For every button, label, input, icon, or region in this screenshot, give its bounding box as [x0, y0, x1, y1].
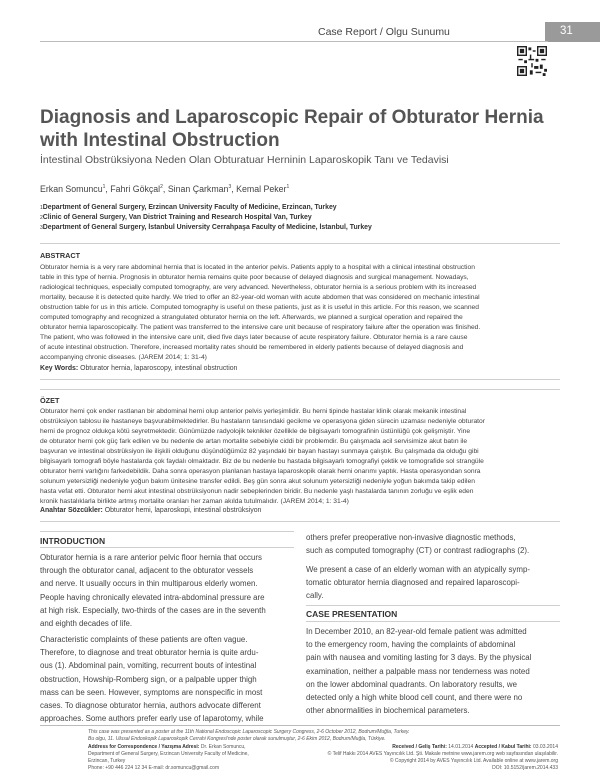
- publication-text: © Telif Hakkı 2014 AVES Yayıncılık Ltd. Şti. Makale metnine www.jarem.org web sayfasından ulaşılabilir.: [327, 751, 558, 757]
- body-line: ous (1). Abdominal pain, vomiting, recurrent bouts of intestinal: [40, 661, 257, 671]
- author-name: Kemal Peker: [236, 184, 287, 194]
- body-line: In December 2010, an 82-year-old female patient was admitted: [306, 627, 527, 636]
- abstract-line: The patient, who was followed in the intensive care unit, died five days later because of acute respiratory failure. Obturator hernia is a rare cause: [40, 334, 468, 341]
- keywords-label: Key Words:: [40, 365, 79, 372]
- publication-label: Accepted / Kabul Tarihi:: [474, 744, 532, 750]
- body-line: Characteristic complaints of these patients are often vague.: [40, 635, 248, 644]
- body-line: obstruction, Howship-Romberg sign, or a palpable upper thigh: [40, 674, 257, 684]
- abstract-line: Obturator hernia is a very rare abdominal hernia that is located in the anterior pelvis. Patients apply to a hospital with a clinical intestinal obstruction: [40, 264, 475, 271]
- ozet-line: obstrüksiyon tablosu ile hastaneye başvurabilmektedirler. Bu hastaların tanısındaki gecikme ve operasyona giden sürecin uzaması nedeniyle obturator: [40, 418, 485, 425]
- ozet-line: kronik hastalıklarla birlikte artmış mortalite oranları her zaman akılda tutulmalıdır. (JAREM 2014; 1: 31-4): [40, 498, 349, 505]
- article-title: Diagnosis and Laparoscopic Repair of Obturator Hernia with Intestinal Obstruction: [40, 107, 544, 151]
- case-presentation-heading: CASE PRESENTATION: [306, 609, 398, 619]
- case-presentation-paragraph: [306, 625, 560, 717]
- body-line: pain with nausea and vomiting lasting for 3 days. By the physical: [306, 653, 532, 663]
- correspondence-line: [88, 744, 308, 751]
- publication-line: [326, 751, 558, 758]
- publication-label: Received / Geliş Tarihi:: [392, 744, 447, 750]
- body-line: and eighth decades of life.: [40, 619, 133, 629]
- author-affiliation-number: 3: [228, 184, 232, 190]
- abstract-line: accompanying chronic diseases. (JAREM 2014; 1: 31-4): [40, 354, 207, 361]
- body-line: on the lower abdominal quadrants. On laboratory results, we: [306, 679, 517, 689]
- correspondence-line: [88, 765, 308, 772]
- abstract-line: radiological techniques, especially computed tomography, are very advanced. Nevertheless, obturator hernia is a serious problem with its increased: [40, 284, 477, 291]
- journal-section-label: Case Report / Olgu Sunumu: [318, 26, 450, 38]
- presentation-note: [88, 729, 558, 743]
- correspondence-text: Department of General Surgery, Erzincan University Faculty of Medicine,: [88, 751, 249, 757]
- affiliation-text: Department of General Surgery, Erzincan University Faculty of Medicine, Erzincan, Turkey: [42, 204, 337, 211]
- intro-bottom-divider: [40, 547, 294, 548]
- ozet-body: [40, 407, 560, 507]
- correspondence-line: [88, 758, 308, 765]
- introduction-heading: INTRODUCTION: [40, 536, 106, 546]
- body-line: other abnormalities in biochemical parameters.: [306, 706, 470, 716]
- ozet-top-divider: [40, 389, 560, 390]
- body-line: cally.: [306, 591, 324, 601]
- introduction-paragraph-3: [306, 531, 560, 557]
- affiliation-line: [40, 203, 560, 213]
- introduction-paragraph-1: [40, 551, 294, 630]
- ozet-line: de obturator herni çok güç fark edilen ve bu nedenle de artan mortalite sebebiyle ciddi bir problemdir. Bu çalışmada acil servisimize akut batın ile: [40, 438, 468, 445]
- author-affiliation-number: 1: [286, 184, 290, 190]
- introduction-paragraph-2: [40, 633, 294, 725]
- body-line: approaches. Some authors prefer early use of laparotomy, while: [40, 714, 264, 724]
- affiliations: [40, 203, 560, 233]
- ozet-line: solunum yetersizliği nedeniyle yoğun bakım ünitesine transfer edildi. Beş gün sonra akut solunum yetersizliği nedeniyle yoğun bakımda takip edilen: [40, 478, 475, 485]
- body-line: tomatic obturator hernia diagnosed and repaired laparoscopi-: [306, 578, 520, 588]
- ozet-heading: ÖZET: [40, 396, 60, 405]
- publication-text: 03.03.2014: [531, 744, 558, 750]
- abstract-line: obstruction table for us in this article. Computed tomography is useful on these patients, just as it is useful in this article. For this reason, we scanned: [40, 304, 479, 311]
- correspondence-text: Phone: +90 446 224 12 34 E-mail: dr.somuncu@gmail.com: [88, 765, 220, 771]
- abstract-line: table in this type of hernia. Prognosis in obturator hernia remains quite poor because of delayed diagnosis and surgical management. Nowadays,: [40, 274, 469, 281]
- author-affiliation-number: 1: [102, 184, 106, 190]
- affiliation-text: Clinic of General Surgery, Van District Training and Research Hospital Van, Turkey: [42, 214, 312, 221]
- correspondence-label: Address for Correspondence / Yazışma Adresi:: [88, 744, 200, 750]
- body-line: examination, neither a palpable mass nor tenderness was noted: [306, 666, 530, 676]
- publication-line: [326, 744, 558, 751]
- qr-code-icon: [517, 46, 547, 76]
- affiliation-line: [40, 223, 560, 233]
- ozet-keywords: [40, 507, 560, 514]
- author-name: Fahri Gökçal: [110, 184, 161, 194]
- abstract-top-divider: [40, 243, 560, 244]
- author-list: Erkan Somuncu$^1$, Fahri Gökçal$^2$, Sinan Çarkman$^3$, Kemal Peker$^1$: [40, 184, 290, 194]
- body-line: People having chronically elevated intra-abdominal pressure are: [40, 592, 265, 602]
- publication-line: [326, 765, 558, 772]
- body-line: mass can be seen. However, symptoms are nonspecific in most: [40, 687, 263, 697]
- introduction-paragraph-4: [306, 563, 560, 603]
- abstract-line: obturator hernia laparoscopically. The patient was transferred to the intensive care unit because of respiratory failure after the operation was finished.: [40, 324, 481, 331]
- abstract-line: computed tomography and recognized a strangulated obturator hernia on the left. Afterwards, we planned a surgical operation and repaired the: [40, 314, 463, 321]
- ozet-line: obturator herni varlığını farkedebildik. Daha sonra operasyon planlanan hastaya laparoskopik olarak herni onarımı yaptık. Hasta operasyondan sonra: [40, 468, 481, 475]
- author-name: Sinan Çarkman: [167, 184, 229, 194]
- ozet-line: bilgisayarlı tomografi böyle hastalarda çok faydalı olmaktadır. Biz de bu nedenle bu hastada bilgisayarlı tomografiyi çektik ve tomografide sol strangüle: [40, 458, 484, 465]
- ozet-line: herni de prognoz oldukça kötü seyretmektedir. Günümüzde radyolojik teknikler özellikle de bilgisayarlı tomografinin üstünlüğü çok gelişmiştir. Yine: [40, 428, 471, 435]
- ozet-line: Obturator hemi çok ender rastlanan bir abdominal herni olup anterior pelvis yerleşimlidir. Bu herni tipinde hastalar klinik olarak mekanik intestinal: [40, 408, 467, 415]
- author-name: Erkan Somuncu: [40, 184, 103, 194]
- body-line: others prefer preoperative non-invasive diagnostic methods,: [306, 533, 516, 542]
- body-line: at high risk. Especially, two-thirds of the cases are in the seventh: [40, 605, 266, 615]
- body-line: to the emergency room, having the complaints of abdominal: [306, 640, 516, 650]
- correspondence-text: Dr. Erkan Somuncu,: [199, 744, 246, 750]
- body-line: such as computed tomography (CT) or contrast radiographs (2).: [306, 546, 530, 556]
- body-line: detected only a high white blood cell count, and there were no: [306, 693, 523, 703]
- ozet-line: hasta vefat etti. Obturator herni akut intestinal obstrüksiyonun nadir sebeplerinden biridir. Bu nedenle yaşlı hastalarda tanının zorluğu ve eşlik eden: [40, 488, 474, 495]
- publication-text: © Copyright 2014 by AVES Yayıncılık Ltd. Available online at www.jarem.org: [389, 758, 558, 764]
- abstract-line: mortality, because it is detected quite hardly. We tried to offer an 82-year-old woman with acute abdomen that was considered on mechanic intestinal: [40, 294, 480, 301]
- correspondence-text: Erzincan, Turkey: [88, 758, 126, 764]
- abstract-bottom-divider: [40, 379, 560, 380]
- publication-text: DOI: 10.5152/jarem.2014.433: [492, 765, 558, 771]
- page-number: 31: [560, 25, 573, 37]
- publication-text: 14.01.2014: [446, 744, 475, 750]
- footnote-line: Bu olgu, 11. Ulusal Endoskopik Laparoskopik Cerrahi Kongresi'nde poster olarak sunulmuştur, 2-6 Ekim 2012, Bodrum/Muğla, Türkiye.: [88, 736, 386, 742]
- affiliation-number: 3: [40, 225, 43, 231]
- article-subtitle-turkish: İntestinal Obstrüksiyona Neden Olan Obturatuar Herninin Laparoskopik Tanı ve Tedavisi: [40, 154, 449, 166]
- intro-top-divider: [40, 531, 294, 532]
- ozet-bottom-divider: [40, 521, 560, 522]
- abstract-heading: ABSTRACT: [40, 251, 81, 260]
- body-line: We present a case of an elderly woman with an atypically symp-: [306, 565, 530, 574]
- body-line: Therefore, to diagnose and treat obturator hernia is quite ardu-: [40, 648, 259, 658]
- abstract-body: [40, 263, 560, 363]
- case-top-divider: [306, 605, 560, 606]
- keywords-text: Obturator hernia, laparoscopy, intestinal obstruction: [80, 365, 238, 372]
- affiliation-line: [40, 213, 560, 223]
- ozet-keywords-text: Obturator hemi, laparoskopi, intestinal obstrüksiyon: [104, 507, 262, 514]
- ozet-line: başvuran ve intestinal obstrüksiyon ile ilişkili olduğunu düşündüğümüz 82 yaşındaki bir bayan hastayı sunmaya çalıştık. Bu çalışmada da olduğu gibi: [40, 448, 479, 455]
- affiliation-number: 2: [40, 215, 43, 221]
- header-divider: [40, 41, 548, 42]
- case-bottom-divider: [306, 621, 560, 622]
- author-affiliation-number: 2: [160, 184, 163, 190]
- affiliation-text: Department of General Surgery, İstanbul University Cerrahpaşa Faculty of Medicine, İstanbul, Turkey: [42, 224, 372, 231]
- abstract-keywords: [40, 365, 560, 372]
- body-line: through the obturator canal, adjacent to the obturator vessels: [40, 566, 254, 576]
- affiliation-number: 1: [40, 205, 43, 211]
- body-line: cases. To diagnose obturator hernia, authors advocate different: [40, 701, 261, 711]
- footnote-line: This case was presented as a poster at the 11th National Endoscopic Laparoscopic Surgery Congress, 2-6 October 2012, Bodrum/Muğla, Turkey.: [88, 729, 410, 735]
- ozet-keywords-label: Anahtar Sözcükler:: [40, 507, 103, 514]
- body-line: Obturator hernia is a rare anterior pelvic floor hernia that occurs: [40, 553, 262, 562]
- body-line: and nerve. It usually occurs in thin multiparous elderly women.: [40, 579, 258, 589]
- correspondence-address: [88, 744, 308, 772]
- footer-divider: [40, 725, 560, 726]
- publication-line: [326, 758, 558, 765]
- correspondence-line: [88, 751, 308, 758]
- abstract-line: of acute intestinal obstruction. Therefore, increased mortality rates should be remembered in elderly patients because of delayed diagnosis and: [40, 344, 464, 351]
- publication-info: [326, 744, 558, 772]
